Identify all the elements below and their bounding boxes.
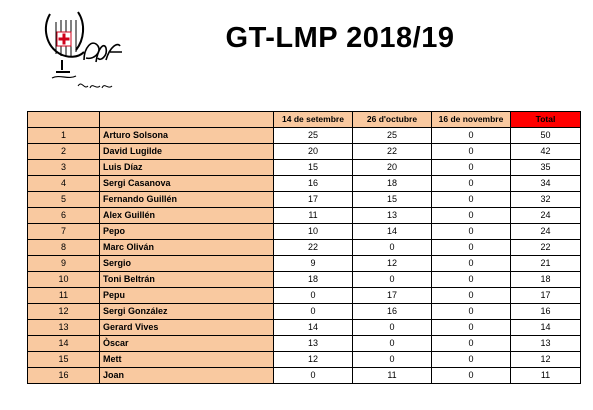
- name-cell: Pepo: [100, 224, 274, 240]
- rank-cell: 16: [28, 368, 100, 384]
- rank-cell: 8: [28, 240, 100, 256]
- lira-logo: [38, 8, 128, 96]
- rank-cell: 7: [28, 224, 100, 240]
- score-cell: 15: [353, 192, 432, 208]
- column-header: 14 de setembre: [274, 112, 353, 128]
- name-cell: Fernando Guillén: [100, 192, 274, 208]
- score-cell: 13: [353, 208, 432, 224]
- total-cell: 12: [511, 352, 581, 368]
- rank-cell: 3: [28, 160, 100, 176]
- rank-cell: 14: [28, 336, 100, 352]
- total-cell: 24: [511, 208, 581, 224]
- table-row: [28, 368, 581, 384]
- score-cell: 18: [353, 176, 432, 192]
- score-cell: 17: [353, 288, 432, 304]
- rank-cell: 12: [28, 304, 100, 320]
- total-cell: 14: [511, 320, 581, 336]
- rank-cell: 9: [28, 256, 100, 272]
- total-cell: 16: [511, 304, 581, 320]
- total-cell: 34: [511, 176, 581, 192]
- score-cell: 0: [353, 320, 432, 336]
- table-row: [28, 224, 581, 240]
- column-header: 16 de novembre: [432, 112, 511, 128]
- score-cell: 9: [274, 256, 353, 272]
- score-cell: 22: [274, 240, 353, 256]
- score-cell: 22: [353, 144, 432, 160]
- total-cell: 21: [511, 256, 581, 272]
- score-cell: 15: [274, 160, 353, 176]
- score-cell: 0: [432, 144, 511, 160]
- total-column-header: Total: [511, 112, 581, 128]
- total-cell: 17: [511, 288, 581, 304]
- rank-cell: 11: [28, 288, 100, 304]
- score-cell: 12: [274, 352, 353, 368]
- table-row: [28, 320, 581, 336]
- score-cell: 13: [274, 336, 353, 352]
- name-cell: Sergi Casanova: [100, 176, 274, 192]
- header-rank-cell: [28, 112, 100, 128]
- total-cell: 11: [511, 368, 581, 384]
- header-name-cell: [100, 112, 274, 128]
- score-cell: 0: [353, 272, 432, 288]
- score-cell: 14: [274, 320, 353, 336]
- score-cell: 0: [432, 272, 511, 288]
- score-cell: 25: [274, 128, 353, 144]
- table-row: [28, 208, 581, 224]
- name-cell: Gerard Vives: [100, 320, 274, 336]
- score-cell: 12: [353, 256, 432, 272]
- table-row: [28, 352, 581, 368]
- score-cell: 18: [274, 272, 353, 288]
- column-header: 26 d'octubre: [353, 112, 432, 128]
- name-cell: Sergio: [100, 256, 274, 272]
- name-cell: Sergi González: [100, 304, 274, 320]
- score-cell: 10: [274, 224, 353, 240]
- score-cell: 0: [432, 224, 511, 240]
- score-cell: 0: [432, 192, 511, 208]
- score-cell: 0: [432, 256, 511, 272]
- score-cell: 11: [274, 208, 353, 224]
- total-cell: 50: [511, 128, 581, 144]
- score-cell: 17: [274, 192, 353, 208]
- name-cell: David Lugilde: [100, 144, 274, 160]
- score-cell: 0: [432, 304, 511, 320]
- score-cell: 0: [432, 160, 511, 176]
- total-cell: 13: [511, 336, 581, 352]
- rank-cell: 2: [28, 144, 100, 160]
- name-cell: Òscar: [100, 336, 274, 352]
- table-row: [28, 336, 581, 352]
- name-cell: Pepu: [100, 288, 274, 304]
- score-cell: 0: [274, 304, 353, 320]
- score-cell: 25: [353, 128, 432, 144]
- score-cell: 0: [432, 336, 511, 352]
- table-row: [28, 288, 581, 304]
- table-row: [28, 256, 581, 272]
- table-row: [28, 176, 581, 192]
- rank-cell: 10: [28, 272, 100, 288]
- name-cell: Alex Guillén: [100, 208, 274, 224]
- name-cell: Mett: [100, 352, 274, 368]
- score-cell: 0: [432, 128, 511, 144]
- rank-cell: 4: [28, 176, 100, 192]
- total-cell: 32: [511, 192, 581, 208]
- table-row: [28, 128, 581, 144]
- score-cell: 0: [432, 208, 511, 224]
- name-cell: Joan: [100, 368, 274, 384]
- score-cell: 0: [432, 368, 511, 384]
- score-cell: 0: [432, 320, 511, 336]
- score-cell: 0: [432, 240, 511, 256]
- rank-cell: 1: [28, 128, 100, 144]
- name-cell: Toni Beltrán: [100, 272, 274, 288]
- score-cell: 0: [353, 240, 432, 256]
- table-row: [28, 160, 581, 176]
- rank-cell: 15: [28, 352, 100, 368]
- table-header-row: [28, 112, 581, 128]
- lyre-logo-graphic: [38, 8, 128, 96]
- rank-cell: 6: [28, 208, 100, 224]
- total-cell: 22: [511, 240, 581, 256]
- name-cell: Luis Díaz: [100, 160, 274, 176]
- standings-table: [27, 111, 581, 384]
- total-cell: 18: [511, 272, 581, 288]
- score-cell: 0: [432, 288, 511, 304]
- score-cell: 0: [274, 288, 353, 304]
- name-cell: Marc Oliván: [100, 240, 274, 256]
- rank-cell: 13: [28, 320, 100, 336]
- name-cell: Arturo Solsona: [100, 128, 274, 144]
- score-cell: 16: [274, 176, 353, 192]
- score-cell: 20: [353, 160, 432, 176]
- total-cell: 24: [511, 224, 581, 240]
- table-row: [28, 240, 581, 256]
- score-cell: 0: [353, 336, 432, 352]
- page-title: GT-LMP 2018/19: [225, 22, 455, 54]
- score-cell: 0: [274, 368, 353, 384]
- score-cell: 16: [353, 304, 432, 320]
- rank-cell: 5: [28, 192, 100, 208]
- score-cell: 0: [432, 352, 511, 368]
- table-row: [28, 192, 581, 208]
- total-cell: 42: [511, 144, 581, 160]
- table-row: [28, 304, 581, 320]
- score-cell: 14: [353, 224, 432, 240]
- score-cell: 0: [353, 352, 432, 368]
- total-cell: 35: [511, 160, 581, 176]
- score-cell: 20: [274, 144, 353, 160]
- score-cell: 11: [353, 368, 432, 384]
- table-row: [28, 144, 581, 160]
- score-cell: 0: [432, 176, 511, 192]
- table-row: [28, 272, 581, 288]
